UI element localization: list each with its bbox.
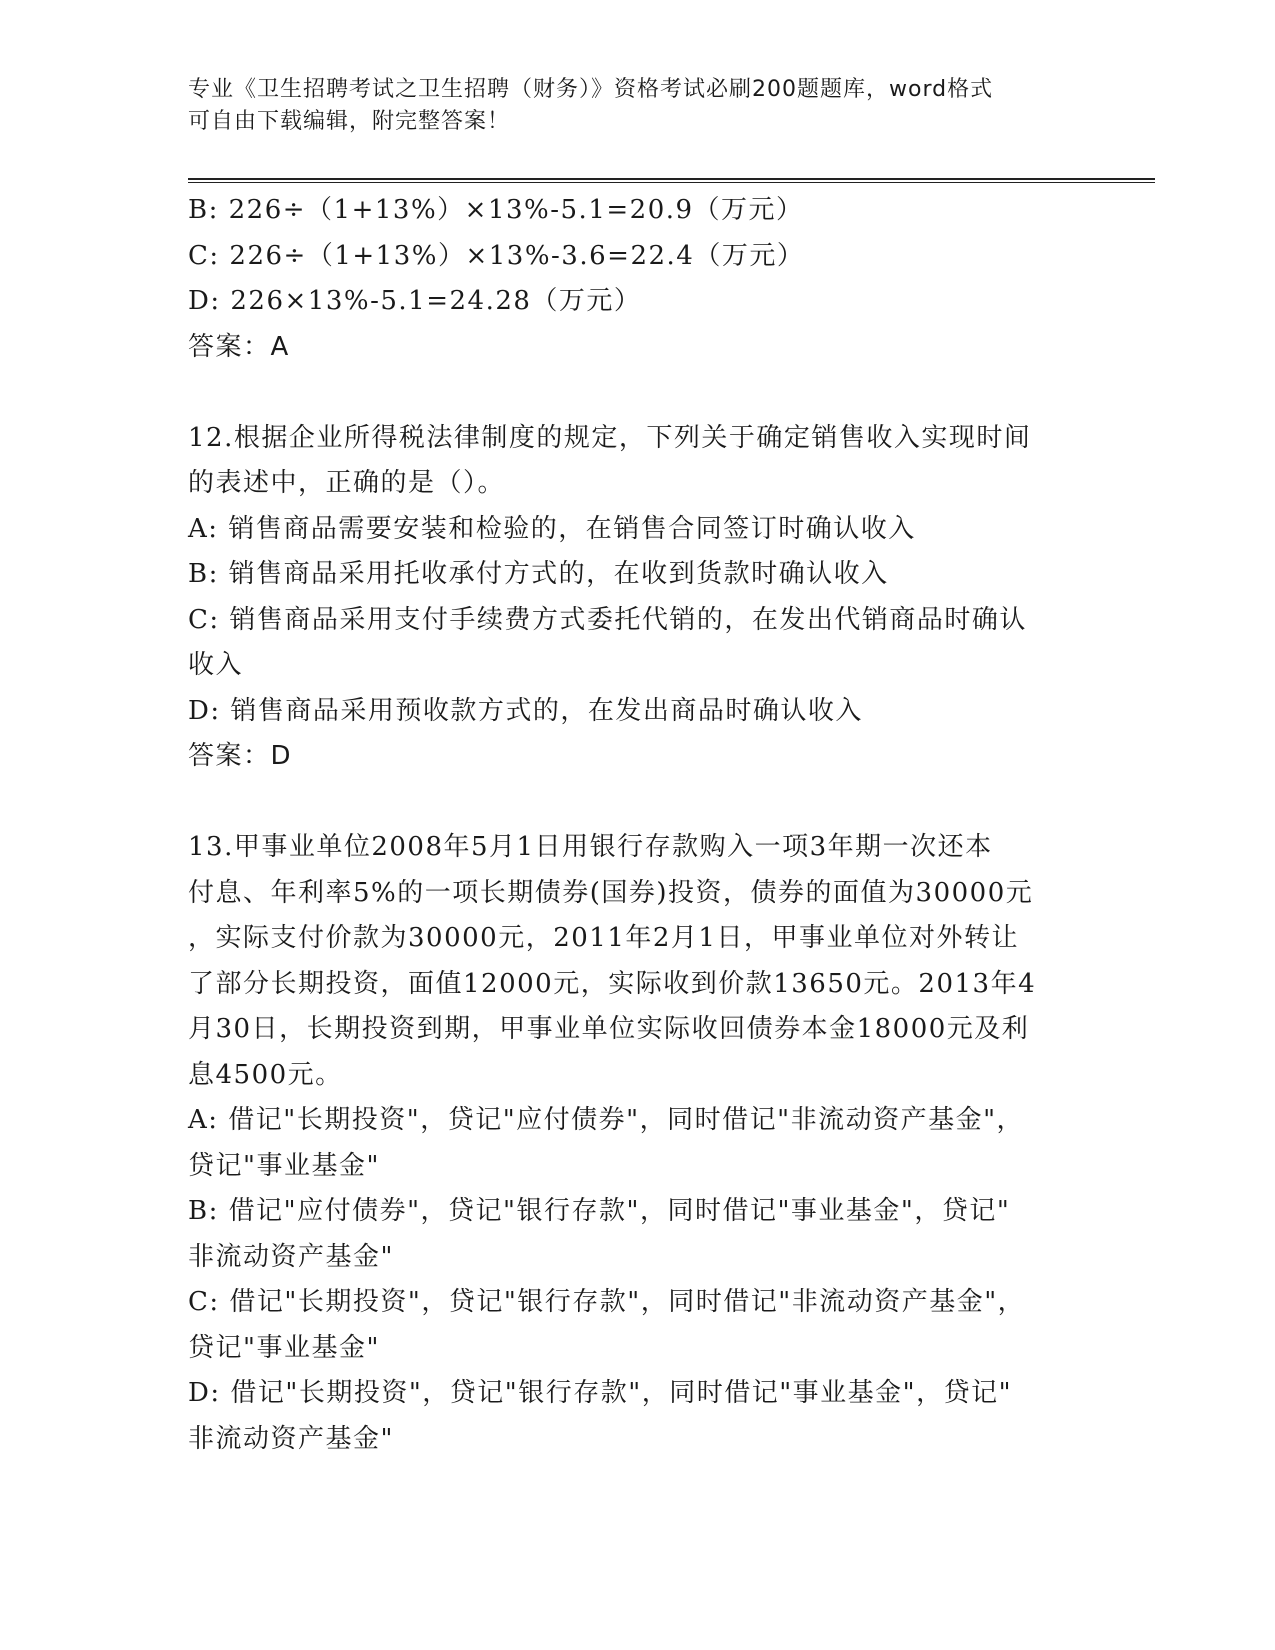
question-12-stem-line-2: 的表述中，正确的是（）。 bbox=[188, 468, 506, 498]
question-13-option-c-line-1: C: 借记"长期投资"，贷记"银行存款"，同时借记"非流动资产基金"， bbox=[188, 1287, 1026, 1317]
question-11-tail bbox=[188, 188, 1068, 370]
question-13-stem-line-5: 月30日，长期投资到期，甲事业单位实际收回债券本金18000元及利 bbox=[188, 1014, 1030, 1044]
spacer bbox=[188, 780, 1068, 826]
question-13-option-b-line-1: B: 借记"应付债券"，贷记"银行存款"，同时借记"事业基金"，贷记" bbox=[188, 1196, 1011, 1226]
question-13-option-c-line-2: 贷记"事业基金" bbox=[188, 1332, 380, 1363]
question-13-stem-line-2: 付息、年利率5%的一项长期债券(国券)投资，债券的面值为30000元 bbox=[188, 877, 1034, 908]
question-13-option-d-line-1: D: 借记"长期投资"，贷记"银行存款"，同时借记"事业基金"，贷记" bbox=[188, 1378, 1013, 1408]
question-13 bbox=[188, 825, 1068, 1462]
question-12 bbox=[188, 416, 1068, 780]
question-13-option-b-line-2: 非流动资产基金" bbox=[188, 1241, 394, 1272]
question-13-stem-line-3: ，实际支付价款为30000元，2011年2月1日，甲事业单位对外转让 bbox=[188, 923, 1019, 953]
spacer bbox=[188, 370, 1068, 416]
question-12-option-b: B: 销售商品采用托收承付方式的，在收到货款时确认收入 bbox=[188, 559, 889, 589]
question-13-stem-line-6: 息4500元。 bbox=[188, 1059, 343, 1090]
header-title-line-1: 专业《卫生招聘考试之卫生招聘（财务）》资格考试必刷200题题库，word格式 bbox=[188, 77, 994, 102]
question-12-option-c-line-2: 收入 bbox=[188, 650, 244, 680]
question-12-option-a: A: 销售商品需要安装和检验的，在销售合同签订时确认收入 bbox=[188, 513, 916, 544]
question-13-stem-line-4: 了部分长期投资，面值12000元，实际收到价款13650元。2013年4 bbox=[188, 968, 1037, 999]
question-12-answer: 答案：D bbox=[188, 741, 293, 771]
header-divider bbox=[188, 178, 1155, 183]
question-13-stem-line-1: 13.甲事业单位2008年5月1日用银行存款购入一项3年期一次还本 bbox=[188, 832, 993, 862]
question-12-stem-line-1: 12.根据企业所得税法律制度的规定，下列关于确定销售收入实现时间 bbox=[188, 422, 1032, 453]
question-11-option-c: C: 226÷（1+13%）×13%-3.6=22.4（万元） bbox=[188, 240, 805, 271]
page-header bbox=[188, 74, 1068, 138]
question-11-option-d: D: 226×13%-5.1=24.28（万元） bbox=[188, 286, 642, 316]
question-13-option-a-line-1: A: 借记"长期投资"，贷记"应付债券"，同时借记"非流动资产基金"， bbox=[188, 1105, 1025, 1135]
header-title-line-2: 可自由下载编辑，附完整答案！ bbox=[188, 109, 511, 134]
question-11-option-b: B: 226÷（1+13%）×13%-5.1=20.9（万元） bbox=[188, 195, 804, 225]
question-11-answer: 答案：A bbox=[188, 331, 290, 362]
document-body bbox=[188, 188, 1068, 1462]
question-12-option-c-line-1: C: 销售商品采用支付手续费方式委托代销的，在发出代销商品时确认 bbox=[188, 604, 1027, 635]
question-13-option-a-line-2: 贷记"事业基金" bbox=[188, 1150, 380, 1181]
question-13-option-d-line-2: 非流动资产基金" bbox=[188, 1423, 394, 1454]
question-12-option-d: D: 销售商品采用预收款方式的，在发出商品时确认收入 bbox=[188, 695, 863, 726]
